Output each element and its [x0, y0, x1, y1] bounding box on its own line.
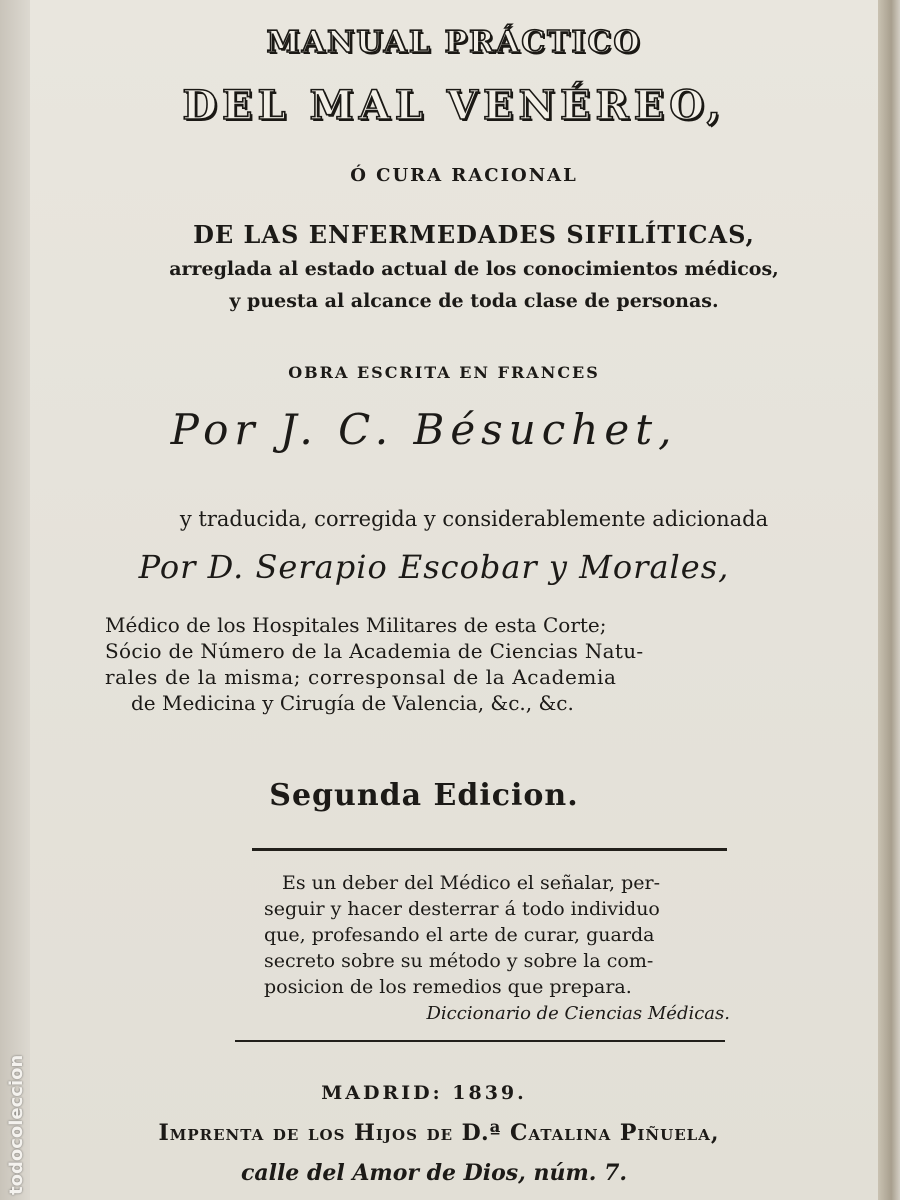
title-page	[30, 0, 878, 1200]
imprint-street: calle del Amor de Dios, núm. 7.	[240, 1160, 628, 1186]
credential-line: de Medicina y Cirugía de Valencia, &c., &c.	[131, 691, 574, 715]
title-line-2: DEL MAL VENÉREO,	[182, 82, 726, 129]
description-line-2: y puesta al alcance de toda clase de personas.	[229, 290, 719, 312]
epigraph-rule-bottom	[235, 1040, 725, 1042]
title-line-4: DE LAS ENFERMEDADES SIFILÍTICAS,	[193, 220, 755, 249]
credential-line: Médico de los Hospitales Militares de esta Corte;	[105, 613, 607, 637]
translator-name: Por D. Serapio Escobar y Morales,	[138, 548, 730, 586]
imprint-place: MADRID: 1839.	[321, 1082, 527, 1104]
translation-note: y traducida, corregida y considerablemente adicionada	[179, 507, 769, 531]
watermark-logo: todocoleccion	[6, 1054, 27, 1195]
epigraph	[264, 870, 734, 1000]
translator-credentials	[105, 612, 745, 716]
obra-line: OBRA ESCRITA EN FRANCES	[288, 363, 600, 382]
epigraph-line: Es un deber del Médico el señalar, per-	[282, 872, 660, 894]
epigraph-line: seguir y hacer desterrar á todo individuo	[264, 898, 660, 920]
title-line-1: MANUAL PRÁCTICO	[266, 25, 642, 60]
epigraph-rule-top	[252, 848, 727, 851]
page-edge	[878, 0, 900, 1200]
epigraph-line: que, profesando el arte de curar, guarda	[264, 924, 655, 946]
description-line-1: arreglada al estado actual de los conocimientos médicos,	[169, 258, 779, 280]
author-name: Por J. C. Bésuchet,	[170, 405, 678, 454]
credential-line: Sócio de Número de la Academia de Ciencias Natu-	[105, 639, 644, 663]
edition-label: Segunda Edicion.	[269, 778, 579, 813]
epigraph-line: posicion de los remedios que prepara.	[264, 976, 632, 998]
imprint-printer: Imprenta de los Hijos de D.ª Catalina Piñuela,	[158, 1120, 720, 1146]
epigraph-line: secreto sobre su método y sobre la com-	[264, 950, 654, 972]
credential-line: rales de la misma; corresponsal de la Academia	[105, 665, 617, 689]
title-line-3: Ó CURA RACIONAL	[350, 165, 578, 186]
epigraph-source: Diccionario de Ciencias Médicas.	[426, 1003, 730, 1024]
